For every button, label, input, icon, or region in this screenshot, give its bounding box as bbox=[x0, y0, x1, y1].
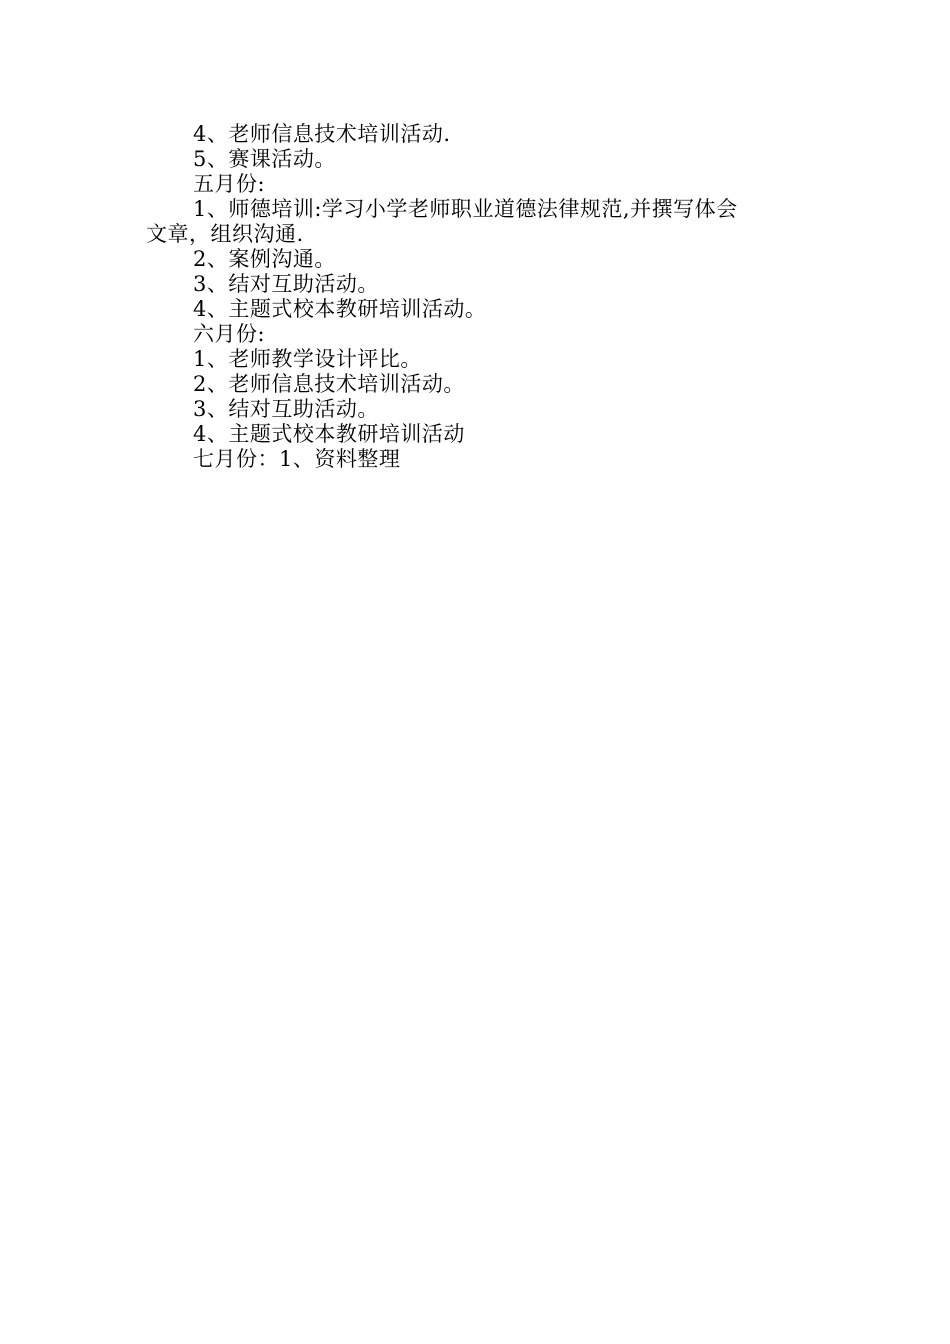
may-item-1-continued: 文章，组织沟通. bbox=[146, 222, 304, 246]
may-item-2: 2、案例沟通。 bbox=[193, 247, 336, 271]
may-item-1: 1、师德培训:学习小学老师职业道德法律规范,并撰写体会 bbox=[193, 197, 738, 221]
june-item-4: 4、主题式校本教研培训活动 bbox=[193, 422, 465, 446]
june-item-1: 1、老师教学设计评比。 bbox=[193, 347, 422, 371]
june-item-3: 3、结对互助活动。 bbox=[193, 397, 379, 421]
may-heading: 五月份: bbox=[193, 172, 266, 196]
june-heading: 六月份: bbox=[193, 322, 266, 346]
april-item-5: 5、赛课活动。 bbox=[193, 147, 336, 171]
june-item-2: 2、老师信息技术培训活动。 bbox=[193, 372, 465, 396]
july-heading-item: 七月份：1、资料整理 bbox=[193, 447, 401, 471]
may-item-4: 4、主题式校本教研培训活动。 bbox=[193, 297, 487, 321]
april-item-4: 4、老师信息技术培训活动. bbox=[193, 122, 451, 146]
document-body bbox=[146, 122, 810, 472]
may-item-3: 3、结对互助活动。 bbox=[193, 272, 379, 296]
